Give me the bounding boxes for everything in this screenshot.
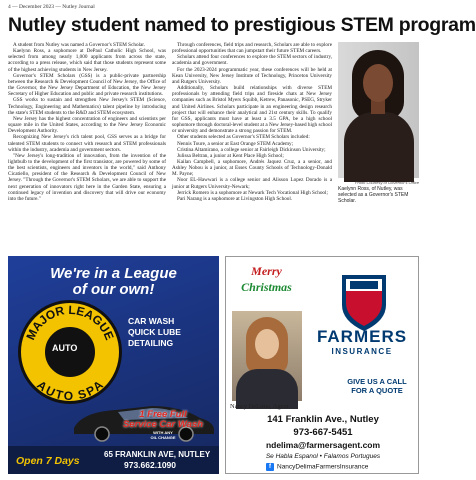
article-headline: Nutley student named to prestigious STEM program xyxy=(8,14,476,36)
farmers-wordmark: FARMERS xyxy=(316,327,408,346)
article-paragraph: Kaelynn Ross, a sophomore at DePaul Catholic High School, was selected from among nearly 1,000 applicants from across the state, according to a press release, which said that those students represent some of the highest achieving students in New Jersey. xyxy=(8,48,166,73)
article-paragraph: Other students selected as Governor's STEM Scholars included: xyxy=(177,134,310,141)
page-folio: 4 — December 2023 — Nutley Journal xyxy=(8,4,95,10)
article-paragraph: Kailan Campbell, a sophomore, Andrés Jaquez Cruz, a a senior, and Ashley Nobou is a junior, at Essex County Schools of Technology-Donald M. Payne; xyxy=(172,158,332,178)
photo-caption: Kaelynn Ross, of Nutley, was selected as a Governor's STEM Scholar. xyxy=(338,186,409,204)
facebook-link[interactable] xyxy=(266,463,416,471)
badge-center-text: AUTO xyxy=(52,343,78,353)
article-paragraph: Cristina Altamirano, a college senior at Fairleigh Dickinson University; xyxy=(177,146,326,153)
agent-portrait xyxy=(232,311,302,401)
student-portrait xyxy=(338,42,419,178)
call-to-action: GIVE US A CALL FOR A QUOTE xyxy=(347,377,407,395)
article-paragraph: Governor's STEM Scholars (GSS) is a public-private partnership between the Research & Development Council of New Jersey, the Office of the Governor, the New Jersey Department of Education, the New Jersey Secretary of Higher Education and public and private research institutions. xyxy=(8,72,166,98)
languages-line: Se Habla Espanol • Falamos Portugues xyxy=(265,453,381,460)
photo-credit: Photo Courtesy of Governor's Office xyxy=(354,180,419,185)
major-league-badge xyxy=(18,300,122,404)
article-paragraph: New Jersey has the highest concentration of engineers and scientists per square mile in the United States, according to the New Jersey Economic Development Authority. xyxy=(8,115,166,135)
badge-bottom-text: AUTO SPA xyxy=(34,377,106,404)
spa-phone[interactable]: 973.662.1090 xyxy=(124,460,176,470)
ad-headline: We're in a League of our own! xyxy=(50,265,177,298)
farmers-insurance-ad[interactable] xyxy=(225,256,419,474)
insurance-wordmark: INSURANCE xyxy=(331,347,393,356)
agent-email[interactable]: ndelima@farmersagent.com xyxy=(265,440,381,450)
article-column-2 xyxy=(172,42,332,202)
merry-christmas-graphic: Merry Christmas xyxy=(228,260,305,308)
auto-spa-ad[interactable] xyxy=(8,256,219,474)
service-item: DETAILING xyxy=(128,338,174,348)
article-paragraph: Jerrick Romero is a sophomore at Newark Tech Vocational High School; xyxy=(177,189,328,196)
article-paragraph: Recognizing New Jersey's rich talent pool, GSS serves as a bridge for talented STEM students to connect with research and STEM professionals within the industry, academia and government sectors. xyxy=(8,134,166,153)
article-paragraph: A student from Nutley was named a Governor's STEM Scholar. xyxy=(13,42,146,48)
open-days: Open 7 Days xyxy=(16,455,80,467)
article-paragraph: Scholars attend four conferences to explore the STEM sectors of industry, academia and government. xyxy=(172,54,332,67)
article-paragraph: GSS works to sustain and strengthen New Jersey's STEM (Science, Technology, Engineering and Mathematics) talent pipeline by introducing the state's STEM students to the R&D and STEM ecosystem. xyxy=(8,97,166,116)
agent-name: Nancy DeLima, Agent xyxy=(230,403,289,410)
agent-phone[interactable]: 973-667-5451 xyxy=(293,427,353,438)
article-column-1 xyxy=(8,42,166,202)
facebook-handle: NancyDelimaFarmersInsurance xyxy=(277,463,369,471)
service-item: CAR WASH xyxy=(128,316,175,326)
article-paragraph: Noor EL-Hawwari is a college senior and Alisson Lopez Dorado is a junior at Rutgers University-Newark; xyxy=(172,177,332,190)
article-paragraph: Pari Narang is a sophomore at Livingston High School. xyxy=(177,195,293,202)
article-paragraph: Additionally, Scholars build relationships with diverse STEM professionals by attending field trips and fireside chats at New Jersey companies such as Bristol Myers Squibb, Ketrew, Panasonic, PSEG, Stryker and United Airlines. Scholars participate in an engineering design research project that will enhance their analytical and 21st century skills. To qualify for GSS, applicants must have at least a 3.5 GPA, be a high school sophomore through doctoral-level student at a New Jersey-based high school or university and demonstrate a strong passion for STEM. xyxy=(172,85,332,135)
article-paragraph: "New Jersey's long-tradition of innovation, from the invention of the lightbulb to the development of the first transistor, are powered by some of the best scientists, engineers and inventors in the world," said Anthony Cicatiello, president of the Research & Development Council of New Jersey. "Through the Governor's STEM Scholars, we are able to support the next generation of innovators right here in the Garden State, ensuring a continued legacy of invention and discovery that will drive our economy into the future." xyxy=(8,152,166,202)
article-paragraph: For the 2023-2024 programmatic year, these conferences will be held at Kean University, New Jersey Institute of Technology, Princeton University and Rutgers University. xyxy=(172,66,332,85)
free-wash-offer: 1 Free Full Service Car Wash WITH ANY OIL CHANGE xyxy=(122,409,204,440)
article-paragraph: Julissa Beltran, a junior at Kent Place High School; xyxy=(177,152,284,159)
agent-address: 141 Franklin Ave., Nutley xyxy=(267,414,379,425)
article-paragraph: Nennis Toure, a senior at East Orange STEM Academy; xyxy=(177,140,294,147)
spa-address: 65 FRANKLIN AVE, NUTLEY xyxy=(104,450,211,459)
article-paragraph: Through conferences, field trips and research, Scholars are able to explore professional opportunities that can jumpstart their future STEM careers. xyxy=(172,42,332,55)
facebook-icon: f xyxy=(266,463,274,471)
service-item: QUICK LUBE xyxy=(128,327,181,337)
badge-top-text: MAJOR LEAGUE xyxy=(23,302,117,343)
services-list xyxy=(128,316,214,349)
